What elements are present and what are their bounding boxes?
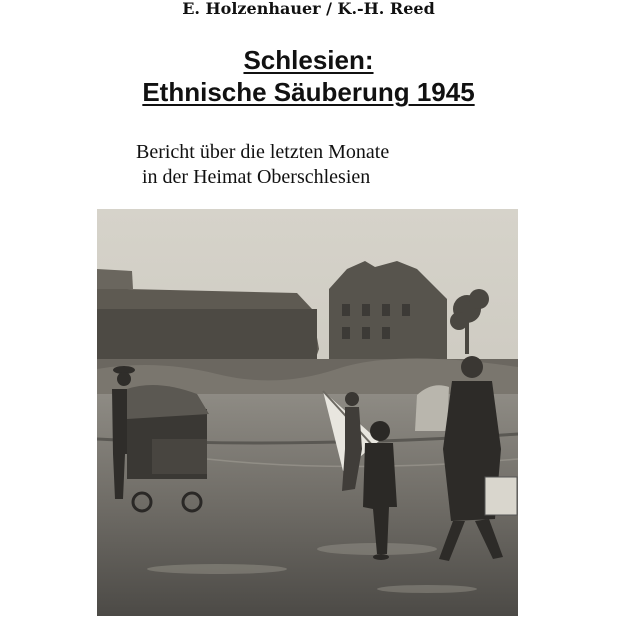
subtitle-line-2: in der Heimat Oberschlesien	[142, 166, 371, 188]
book-subtitle	[136, 140, 389, 190]
cover-photograph	[97, 209, 518, 616]
subtitle-line-1: Bericht über die letzten Monate	[136, 141, 390, 163]
authors-line: E. Holzenhauer / K.-H. Reed	[182, 0, 435, 18]
book-title	[0, 44, 617, 108]
title-line-2: Ethnische Säuberung 1945	[142, 77, 475, 107]
title-line-1: Schlesien:	[243, 45, 374, 75]
